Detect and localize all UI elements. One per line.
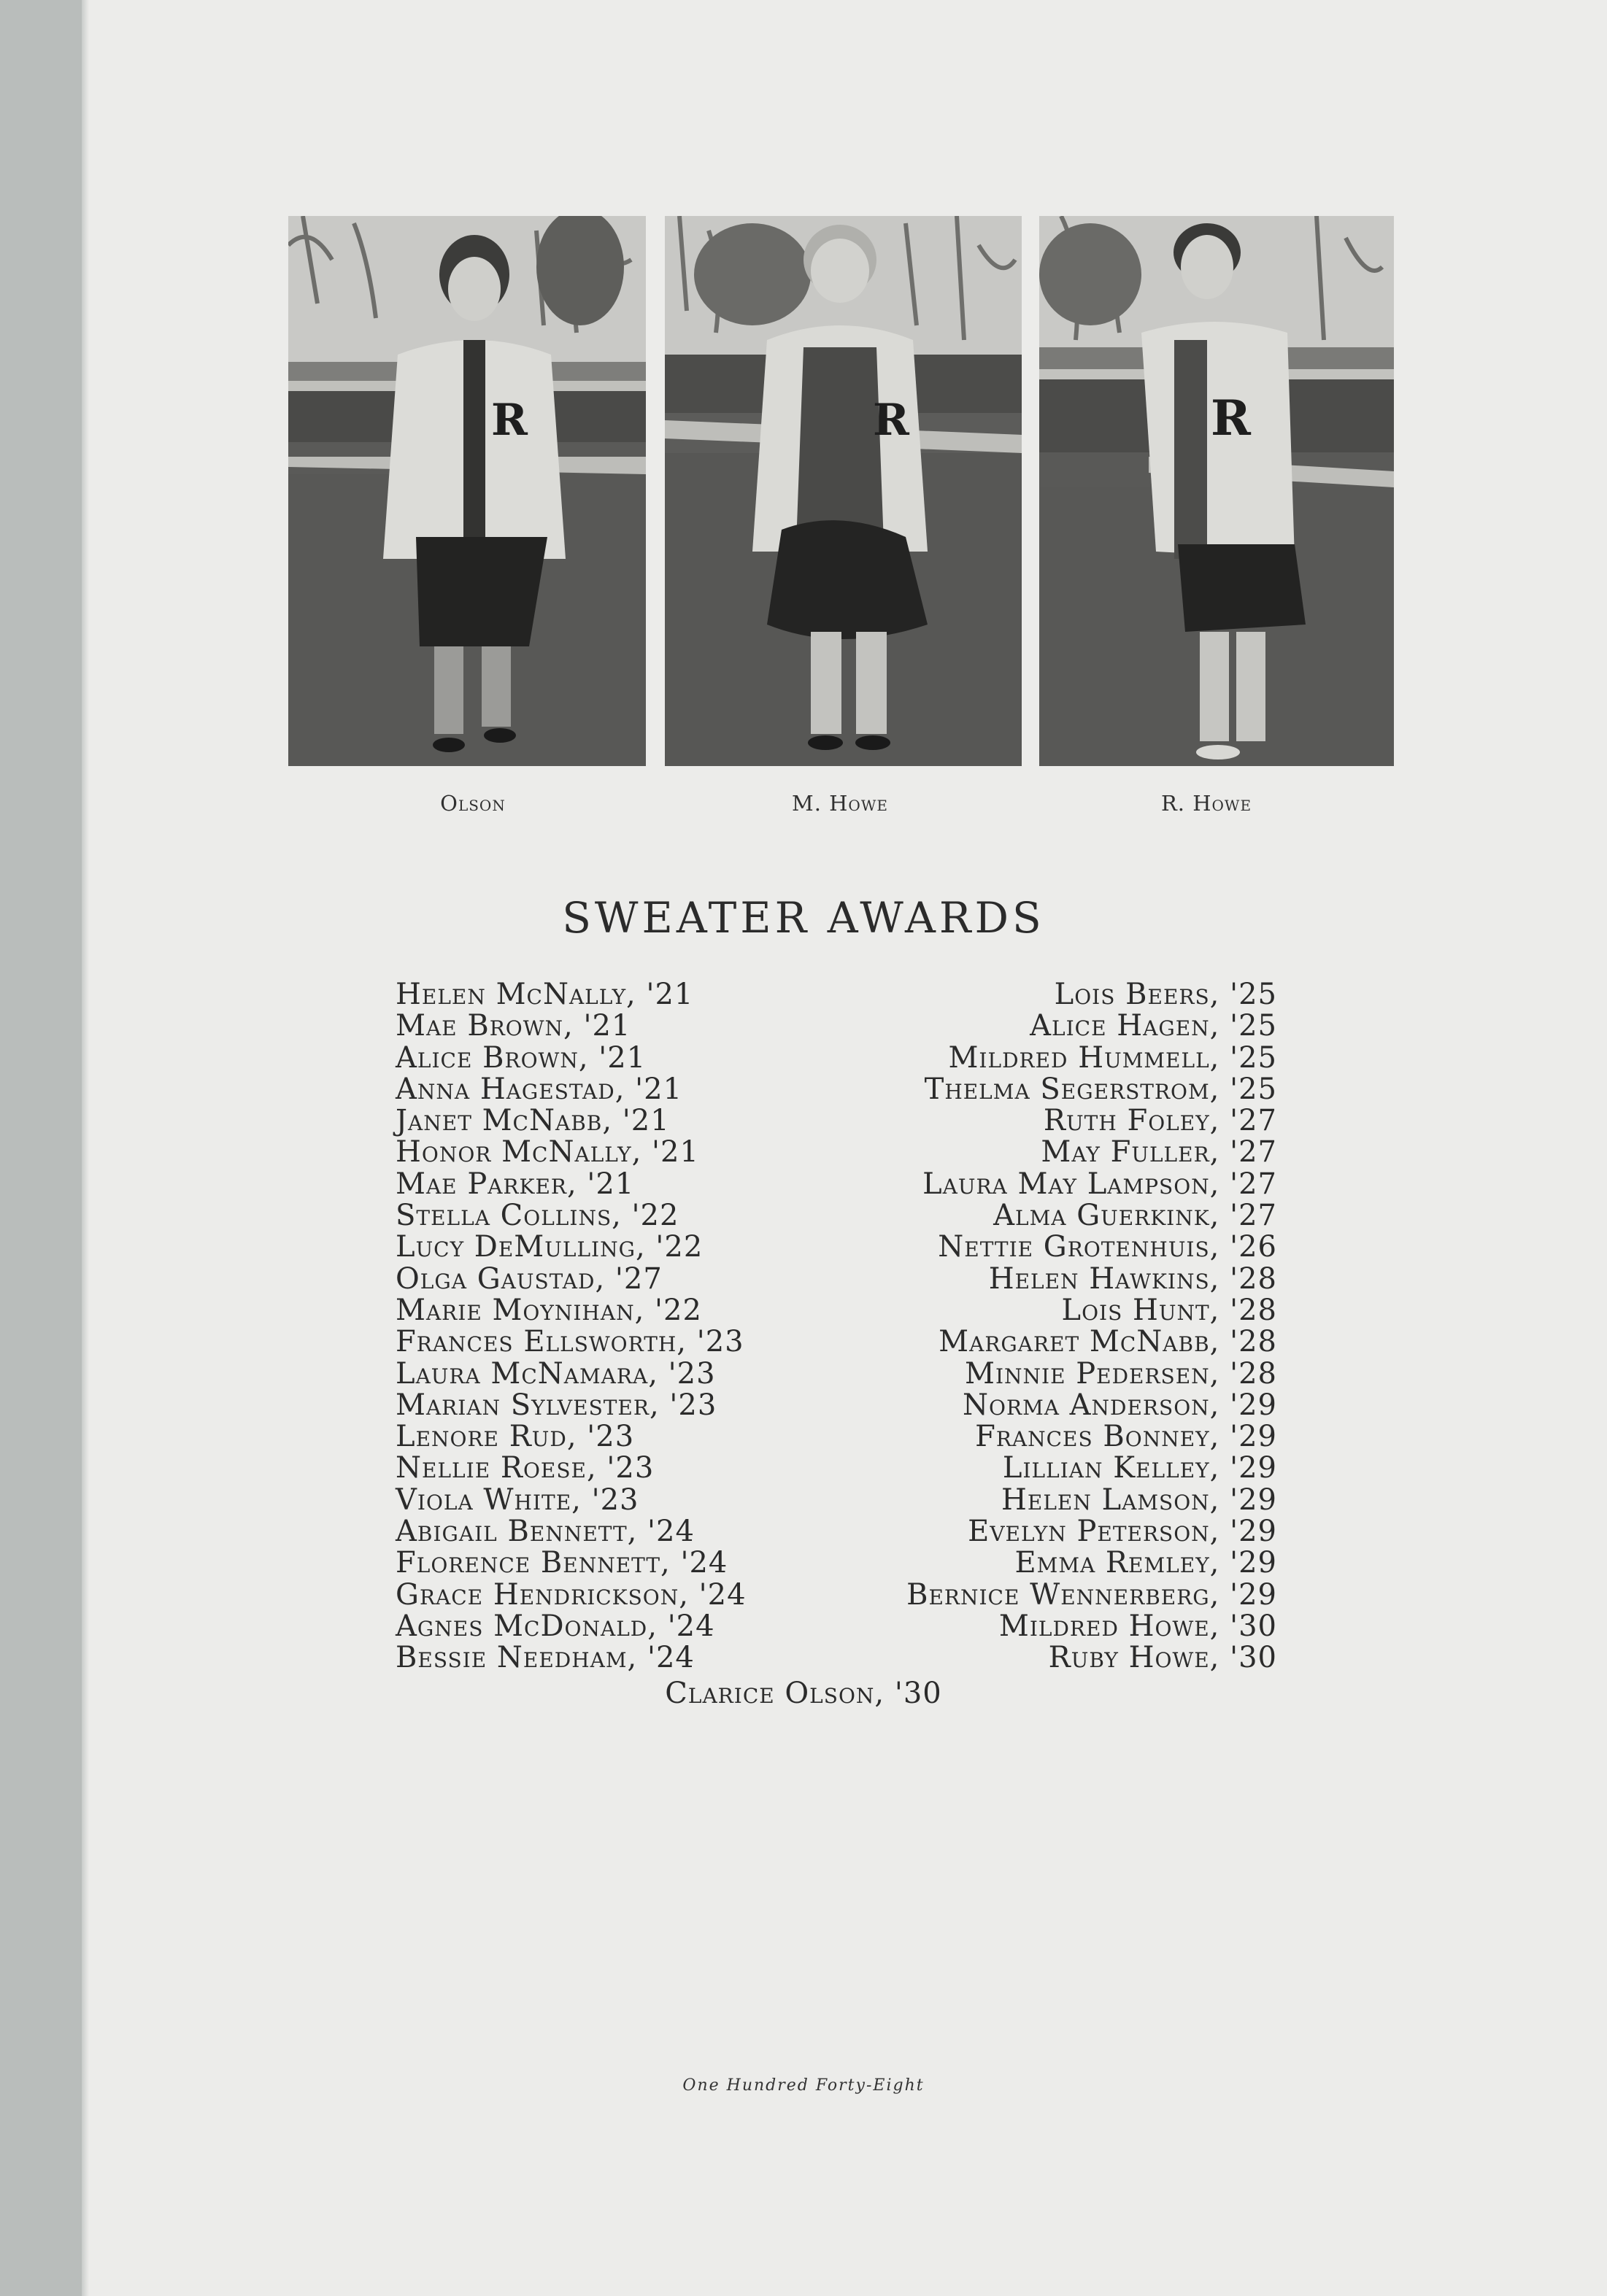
award-name: Lillian Kelley, '29	[1002, 1451, 1277, 1485]
award-name-final: Clarice Olson, '30	[665, 1677, 942, 1710]
award-name: Nettie Grotenhuis, '26	[938, 1230, 1277, 1264]
award-name: Agnes McDonald, '24	[396, 1609, 715, 1643]
award-name: Minnie Pedersen, '28	[964, 1356, 1277, 1391]
award-name: Frances Ellsworth, '23	[396, 1325, 744, 1359]
award-name: Janet McNabb, '21	[396, 1104, 670, 1138]
award-name: Evelyn Peterson, '29	[968, 1515, 1277, 1549]
award-name: Alice Brown, '21	[396, 1040, 647, 1075]
award-name: Stella Collins, '22	[396, 1199, 679, 1233]
photo-olson-image	[288, 216, 646, 766]
award-name: Mae Parker, '21	[396, 1167, 635, 1201]
award-name: Bessie Needham, '24	[396, 1641, 695, 1675]
award-name: Margaret McNabb, '28	[939, 1325, 1277, 1359]
photo-r-howe	[1039, 216, 1394, 766]
award-name: Alma Guerkink, '27	[993, 1199, 1277, 1233]
award-name: May Fuller, '27	[1041, 1135, 1277, 1170]
award-name: Lois Beers, '25	[1054, 978, 1277, 1011]
page-binding-margin	[0, 0, 82, 2296]
award-name: Lois Hunt, '28	[1061, 1293, 1277, 1327]
awards-list-left	[396, 979, 747, 1674]
award-name: Viola White, '23	[396, 1483, 639, 1517]
award-name: Norma Anderson, '29	[963, 1388, 1277, 1422]
award-name: Helen Hawkins, '28	[988, 1261, 1277, 1296]
photo-caption-r-howe: R. Howe	[1160, 791, 1252, 816]
award-name: Mildred Hummell, '25	[948, 1040, 1277, 1075]
award-name: Lucy DeMulling, '22	[396, 1230, 704, 1264]
page-title: SWEATER AWARDS	[562, 893, 1045, 943]
photo-caption-olson: Olson	[440, 791, 506, 816]
award-name: Florence Bennett, '24	[396, 1546, 728, 1580]
award-name: Mildred Howe, '30	[998, 1609, 1277, 1643]
award-name: Honor McNally, '21	[396, 1135, 699, 1170]
award-name: Marian Sylvester, '23	[396, 1388, 717, 1422]
award-name: Laura May Lampson, '27	[922, 1167, 1277, 1201]
binding-shadow	[82, 0, 89, 2296]
award-name: Grace Hendrickson, '24	[396, 1577, 747, 1612]
award-name: Bernice Wennerberg, '29	[906, 1577, 1277, 1612]
photo-m-howe-image	[665, 216, 1022, 766]
page-number: One Hundred Forty-Eight	[682, 2076, 925, 2095]
sweater-letter-2: R	[873, 395, 909, 446]
award-name: Ruth Foley, '27	[1043, 1104, 1277, 1138]
award-name: Thelma Segerstrom, '25	[924, 1072, 1277, 1106]
award-name: Nellie Roese, '23	[396, 1451, 655, 1485]
award-name: Alice Hagen, '25	[1030, 1009, 1277, 1043]
photo-r-howe-image	[1039, 216, 1394, 766]
award-name: Frances Bonney, '29	[975, 1420, 1277, 1454]
sweater-letter-1: R	[491, 395, 528, 446]
award-name: Lenore Rud, '23	[396, 1420, 635, 1454]
photo-caption-m-howe: M. Howe	[792, 791, 888, 816]
award-name: Ruby Howe, '30	[1048, 1641, 1277, 1675]
award-name: Laura McNamara, '23	[396, 1356, 716, 1391]
award-name: Helen Lamson, '29	[1001, 1483, 1277, 1517]
award-name: Marie Moynihan, '22	[396, 1293, 702, 1327]
photo-olson	[288, 216, 646, 766]
award-name: Helen McNally, '21	[396, 978, 694, 1011]
award-name: Abigail Bennett, '24	[396, 1515, 695, 1549]
sweater-letter-3: R	[1211, 390, 1251, 447]
awards-list-right	[906, 979, 1277, 1674]
award-name: Anna Hagestad, '21	[396, 1072, 683, 1106]
award-name: Mae Brown, '21	[396, 1009, 631, 1043]
photo-m-howe	[665, 216, 1022, 766]
award-name: Olga Gaustad, '27	[396, 1261, 663, 1296]
award-name: Emma Remley, '29	[1014, 1546, 1277, 1580]
